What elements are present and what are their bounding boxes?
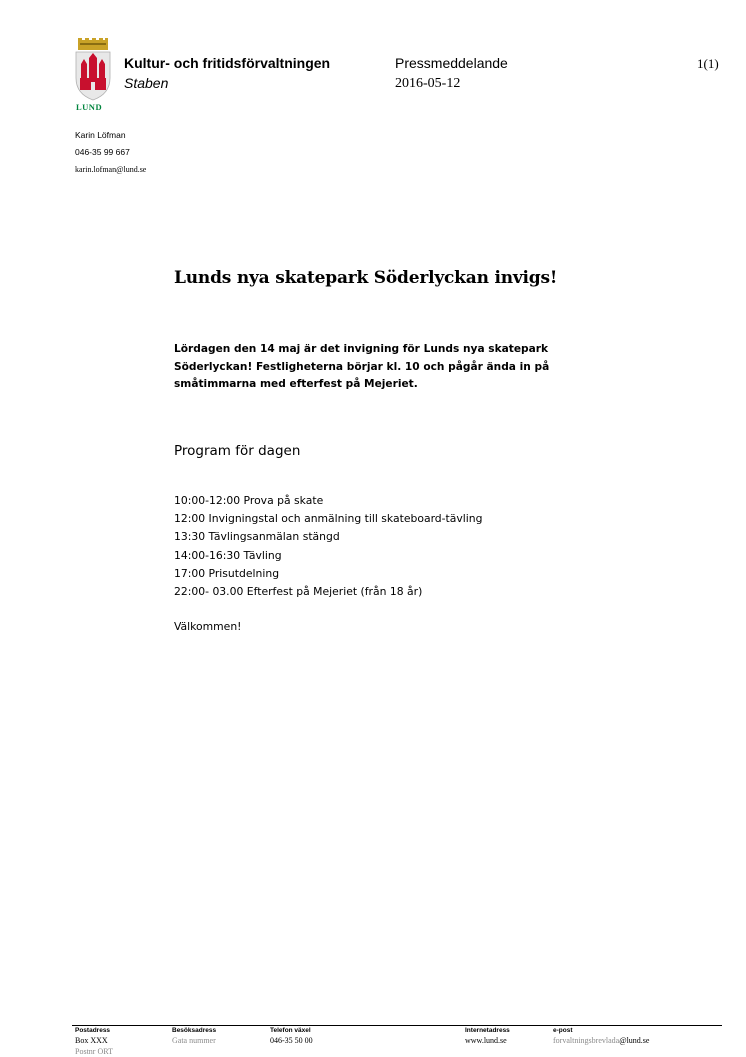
footer-email <box>553 1027 649 1046</box>
logo-text: LUND <box>76 102 103 112</box>
footer-value: Box XXX <box>75 1036 108 1045</box>
document-date: 2016-05-12 <box>395 76 461 91</box>
footer-web-link[interactable]: www.lund.se <box>465 1036 507 1045</box>
lead-line: småtimmarna med efterfest på Mejeriet. <box>174 378 418 390</box>
footer-email-link[interactable] <box>553 1035 649 1046</box>
footer-visit-address <box>172 1027 216 1046</box>
press-release-headline: Lunds nya skatepark Söderlyckan invigs! <box>174 268 558 288</box>
schedule-item: 14:00-16:30 Tävling <box>174 548 282 562</box>
document-type: Pressmeddelande <box>395 55 508 71</box>
contact-name: Karin Löfman <box>75 130 126 140</box>
footer-value: Postnr ORT <box>75 1047 113 1056</box>
program-heading: Program för dagen <box>174 443 301 459</box>
schedule-item: 12:00 Invigningstal och anmälning till skateboard-tävling <box>174 512 483 526</box>
contact-phone: 046-35 99 667 <box>75 147 130 157</box>
footer-label: Internetadress <box>465 1027 510 1034</box>
page-number: 1(1) <box>697 56 719 71</box>
lead-paragraph <box>174 341 594 394</box>
closing-greeting: Välkommen! <box>174 620 242 633</box>
schedule-item: 10:00-12:00 Prova på skate <box>174 494 324 507</box>
email-domain: @lund.se <box>619 1036 650 1045</box>
lead-line: Söderlyckan! Festligheterna börjar kl. 10 och pågår ända in på <box>174 360 550 373</box>
program-schedule <box>174 492 483 601</box>
email-local-part: forvaltningsbrevlada <box>553 1036 620 1045</box>
footer-label: Besöksadress <box>172 1027 217 1034</box>
schedule-item: 13:30 Tävlingsanmälan stängd <box>174 530 340 544</box>
footer-label: Telefon växel <box>270 1027 311 1034</box>
lund-coat-of-arms-logo <box>72 38 114 112</box>
footer-value: 046-35 50 00 <box>270 1036 313 1045</box>
footer-label: e-post <box>553 1027 573 1034</box>
footer-value: Gata nummer <box>172 1036 216 1045</box>
schedule-item: 22:00- 03.00 Efterfest på Mejeriet (från 18 år) <box>174 585 423 599</box>
footer-phone <box>270 1027 313 1046</box>
footer-divider <box>72 1025 722 1026</box>
organization-unit: Staben <box>124 75 169 91</box>
schedule-item: 17:00 Prisutdelning <box>174 566 280 580</box>
footer-web <box>465 1027 510 1046</box>
coat-of-arms-icon <box>72 38 114 112</box>
contact-email[interactable]: karin.lofman@lund.se <box>75 165 147 174</box>
lead-line: Lördagen den 14 maj är det invigning för Lunds nya skatepark <box>174 343 549 355</box>
footer-label: Postadress <box>75 1027 111 1034</box>
organization-name: Kultur- och fritidsförvaltningen <box>124 55 331 71</box>
footer-postal-address <box>75 1027 113 1057</box>
